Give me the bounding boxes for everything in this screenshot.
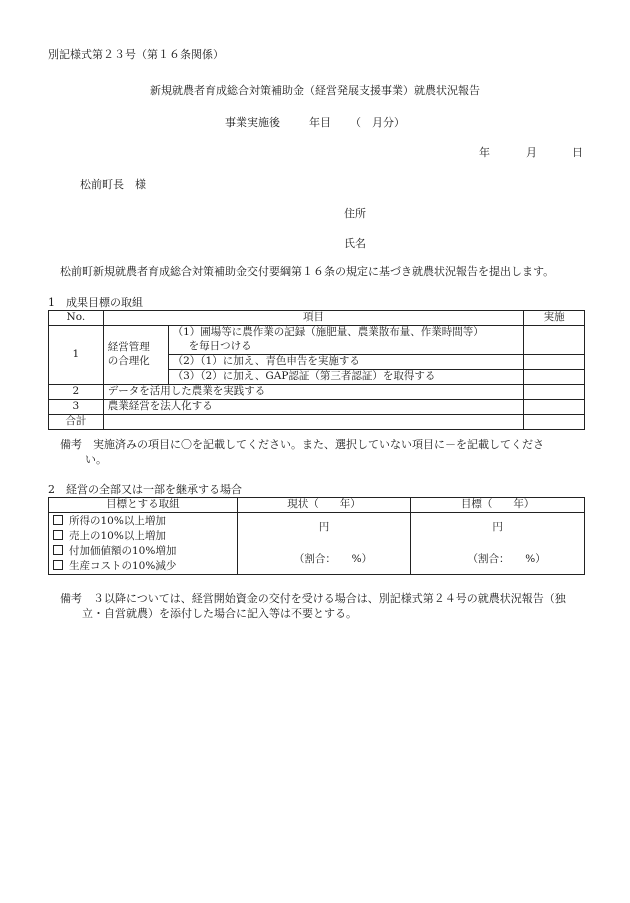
date-year: 年 xyxy=(479,146,490,159)
name-label: 氏名 xyxy=(344,237,366,250)
section1-heading: 1 成果目標の取組 xyxy=(48,296,143,309)
option-cost-label: 生産コストの10%減少 xyxy=(69,560,177,572)
row1-sub2-done[interactable] xyxy=(524,355,585,370)
option-income[interactable] xyxy=(53,514,233,529)
option-value-added-label: 付加価値額の10%増加 xyxy=(69,545,177,557)
row1-sub1-line1: （1）圃場等に農作業の記録（施肥量、農業散布量、作業時間等） xyxy=(172,326,484,339)
footer-note-line1: 備考 ３以降については、経営開始資金の交付を受ける場合は、別記様式第２４号の就農状況報告（独 xyxy=(60,592,566,605)
row1-group xyxy=(103,326,168,385)
form-number: 別記様式第２３号（第１６条関係） xyxy=(48,48,224,61)
row1-no: 1 xyxy=(49,326,104,385)
form-subtitle xyxy=(0,116,630,130)
option-sales[interactable] xyxy=(53,529,233,544)
option-cost[interactable] xyxy=(53,559,233,574)
succession-table xyxy=(48,497,585,575)
goal-options xyxy=(49,513,238,575)
form-title: 新規就農者育成総合対策補助金（経営発展支援事業）就農状況報告 xyxy=(150,84,480,97)
section2-heading: 2 経営の全部又は一部を継承する場合 xyxy=(48,483,242,496)
checkbox-icon[interactable] xyxy=(53,530,63,540)
row1-sub2: （2）（1）に加え、青色申告を実施する xyxy=(168,355,524,370)
row3-no: 3 xyxy=(49,400,104,415)
row3-item: 農業経営を法人化する xyxy=(103,400,524,415)
checkbox-icon[interactable] xyxy=(53,515,63,525)
row1-sub3-done[interactable] xyxy=(524,370,585,385)
header-no: No. xyxy=(49,311,104,326)
row3-done[interactable] xyxy=(524,400,585,415)
address-label: 住所 xyxy=(344,207,366,220)
target-unit: 円 xyxy=(492,521,503,533)
current-unit: 円 xyxy=(318,521,330,533)
section1-note-line2: い。 xyxy=(85,453,107,466)
option-sales-label: 売上の10%以上増加 xyxy=(69,530,166,542)
current-ratio: （割合： %） xyxy=(293,552,373,565)
row1-group-line1: 経営管理 xyxy=(107,341,150,354)
option-value-added[interactable] xyxy=(53,544,233,559)
total-done[interactable] xyxy=(524,415,585,430)
statement: 松前町新規就農者育成総合対策補助金交付要綱第１６条の規定に基づき就農状況報告を提出します。 xyxy=(60,265,555,278)
row2-no: 2 xyxy=(49,385,104,400)
section1-note-line1: 備考 実施済みの項目に〇を記載してください。また、選択していない項目に－を記載してくださ xyxy=(60,438,544,451)
row2-item: データを活用した農業を実践する xyxy=(103,385,524,400)
row2-done[interactable] xyxy=(524,385,585,400)
subtitle-prefix: 事業実施後 xyxy=(225,116,280,129)
footer-note-line2: 立・自営就農）を添付した場合に記入等は不要とする。 xyxy=(82,607,357,620)
checkbox-icon[interactable] xyxy=(53,545,63,555)
total-label: 合計 xyxy=(49,415,104,430)
target-ratio: （割合： %） xyxy=(467,552,546,565)
current-cell[interactable] xyxy=(237,513,411,575)
recipient: 松前町長 様 xyxy=(80,178,146,191)
option-income-label: 所得の10%以上増加 xyxy=(69,515,166,527)
subtitle-month-unit: （ 月分） xyxy=(350,116,405,129)
row1-sub1 xyxy=(168,326,524,355)
checkbox-icon[interactable] xyxy=(53,560,63,570)
row1-group-line2: の合理化 xyxy=(107,355,150,367)
header-done: 実施 xyxy=(524,311,585,326)
subtitle-year-unit: 年目 xyxy=(309,116,331,129)
date-month: 月 xyxy=(526,146,537,159)
header-goal: 目標とする取組 xyxy=(49,498,238,513)
header-target: 目標（ 年） xyxy=(411,498,585,513)
header-item: 項目 xyxy=(103,311,524,326)
row1-sub1-line2: を毎日つける xyxy=(188,340,252,352)
goals-table xyxy=(48,310,585,430)
row1-sub1-done[interactable] xyxy=(524,326,585,355)
total-blank xyxy=(103,415,524,430)
date-day: 日 xyxy=(572,146,583,159)
target-cell[interactable] xyxy=(411,513,585,575)
header-current: 現状（ 年） xyxy=(237,498,411,513)
row1-sub3: （3）（2）に加え、GAP認証（第三者認証）を取得する xyxy=(168,370,524,385)
